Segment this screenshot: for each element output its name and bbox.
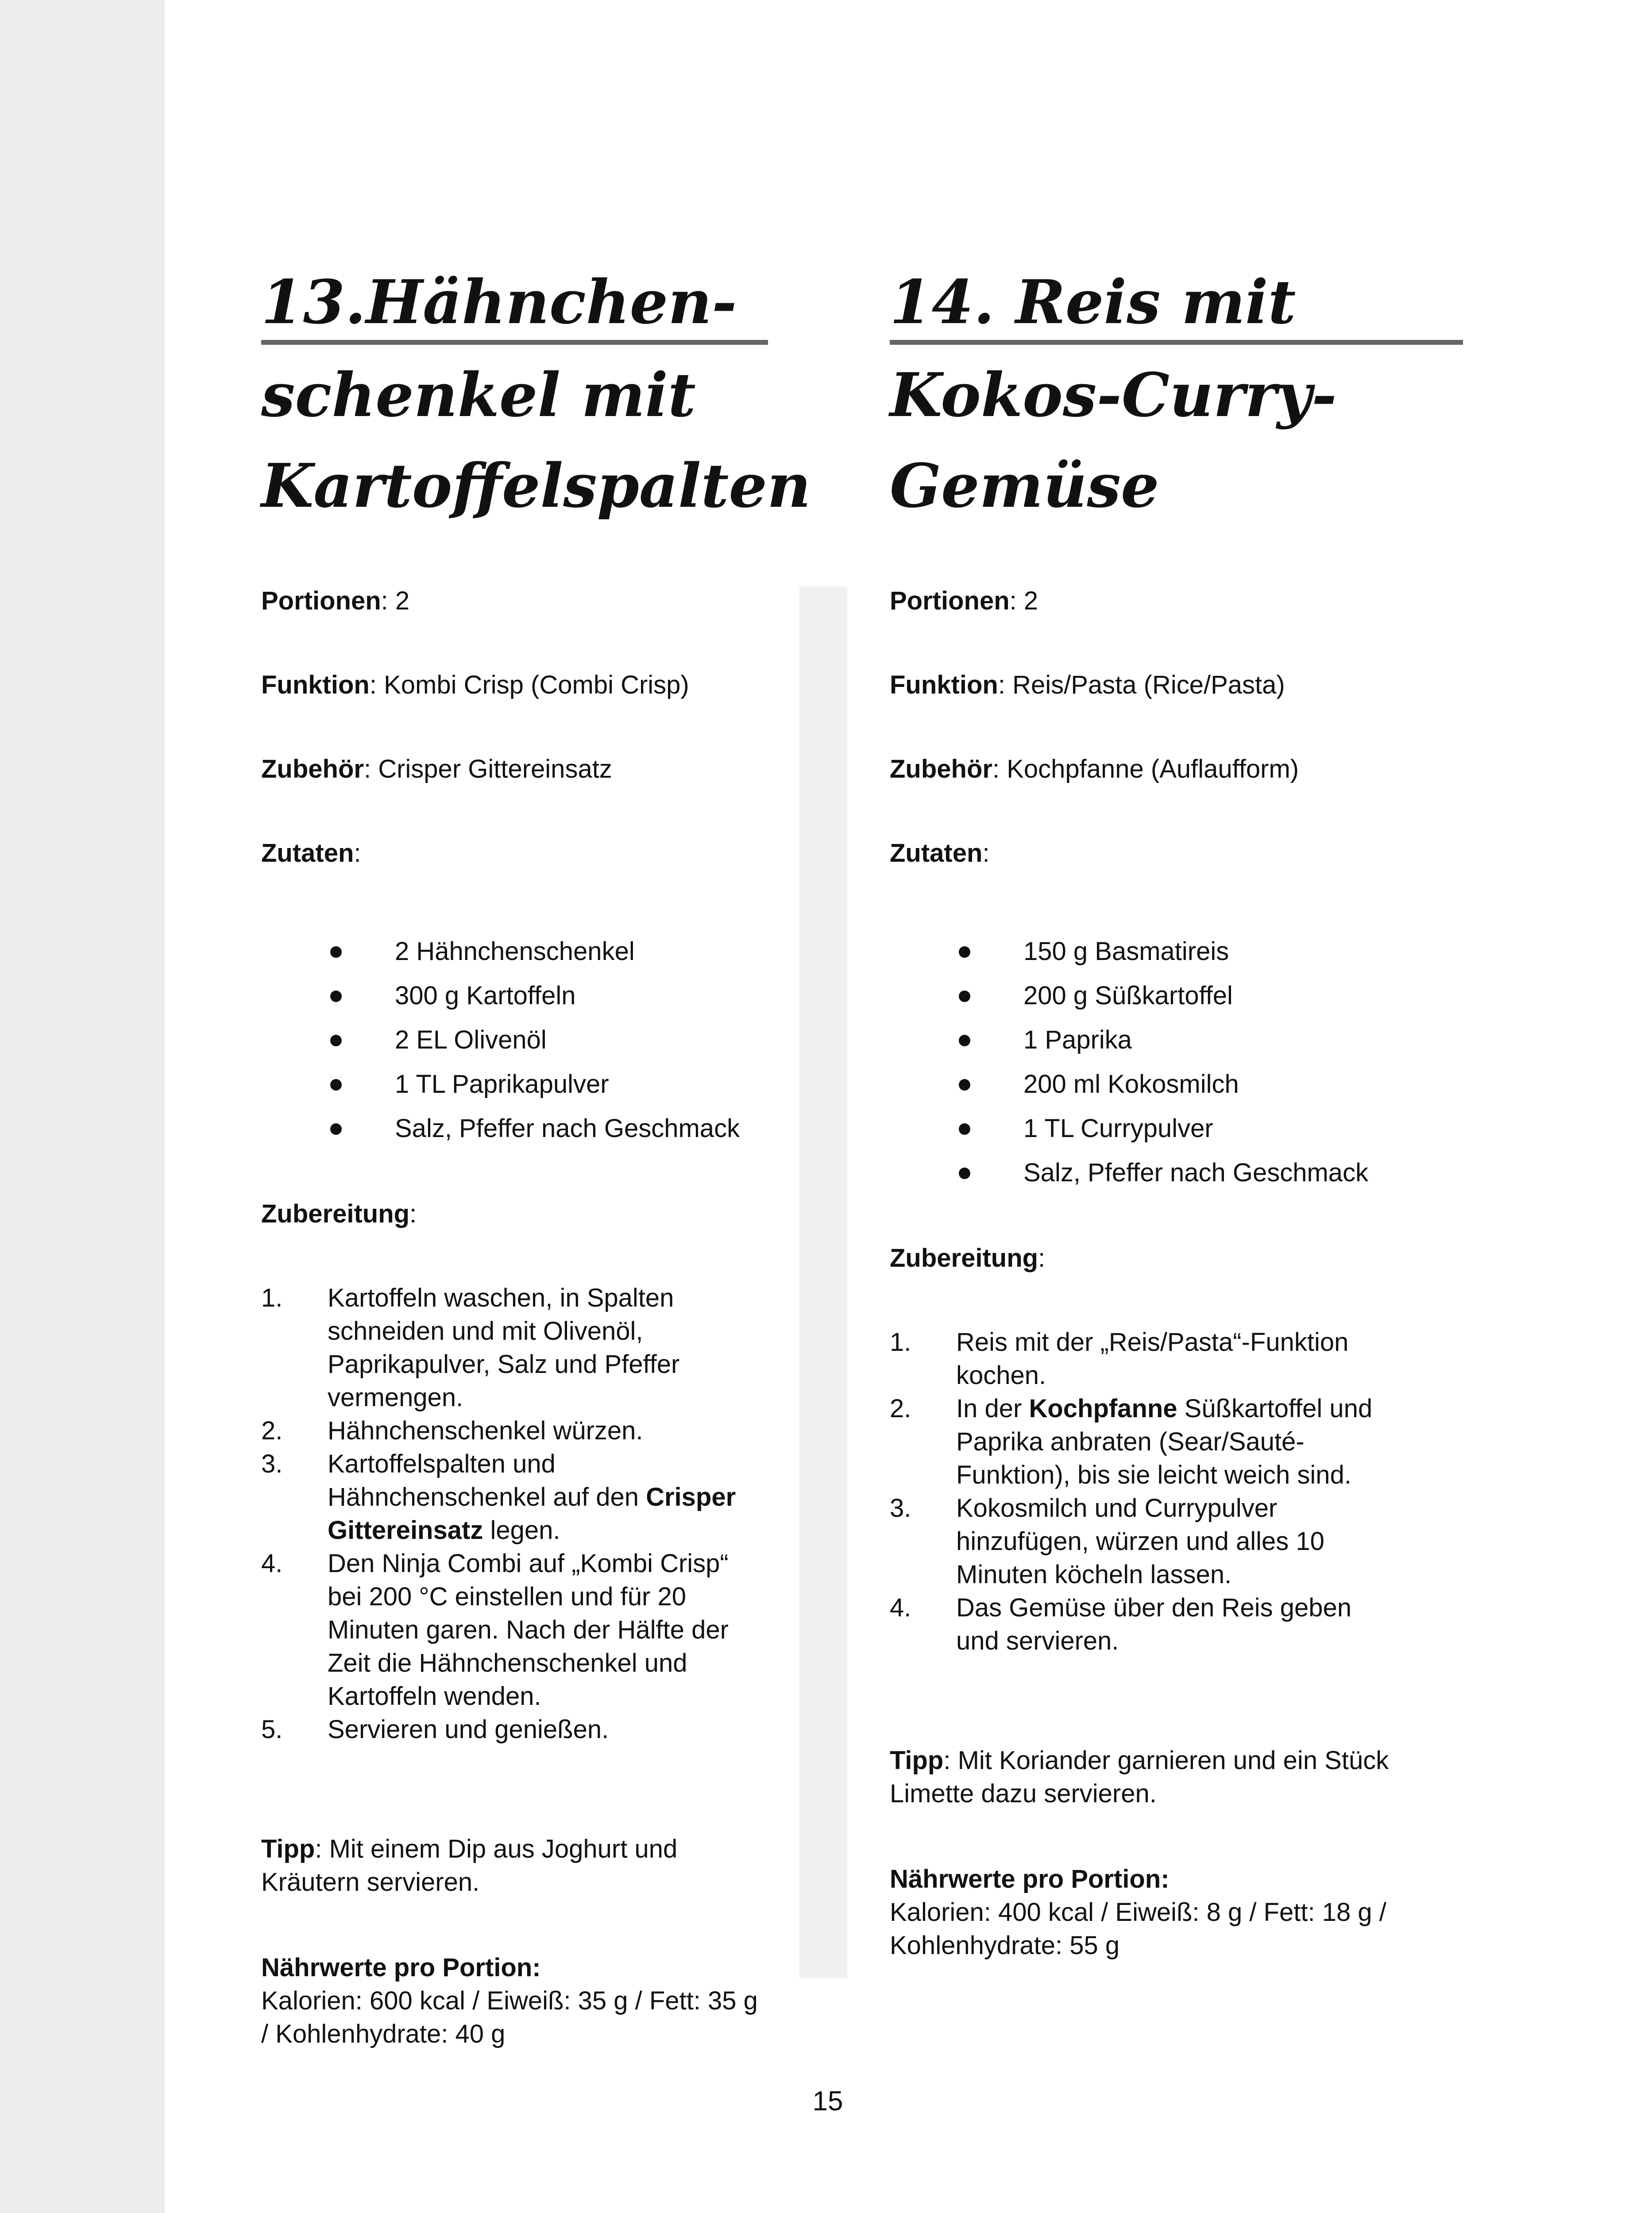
preparation-heading [890, 1241, 1045, 1275]
recipe-title-line-3: Gemüse [890, 451, 1159, 521]
left-margin-strip [0, 0, 165, 2213]
accessory [261, 752, 612, 786]
step-item: 4. Das Gemüse über den Reis geben und servieren. [890, 1593, 1352, 1655]
bullet-icon [959, 1035, 970, 1046]
preparation-colon: : [409, 1199, 417, 1228]
step-item: 3. Kokosmilch und Currypulver hinzufügen, würzen und alles 10 Minuten köcheln lassen. [890, 1494, 1324, 1589]
function-value: : Reis/Pasta (Rice/Pasta) [998, 671, 1285, 699]
nutrition: Nährwerte pro Portion: Kalorien: 400 kcal / Eiweiß: 8 g / Fett: 18 g / Kohlenhydrate: 55 g [890, 1865, 1386, 1960]
preparation-heading [261, 1197, 417, 1230]
recipe-title-line-1: 14. Reis mit [890, 267, 1296, 338]
page-number: 15 [812, 2086, 843, 2117]
recipe-title-line-2: Kokos-Curry- [890, 360, 1337, 431]
servings-value: : 2 [1009, 586, 1038, 615]
tip-label: Tipp [261, 1835, 315, 1863]
step-list [261, 1281, 768, 1746]
nutrition-label: Nährwerte pro Portion [261, 1953, 533, 1982]
preparation-label: Zubereitung [261, 1199, 410, 1228]
title-underline [890, 340, 1463, 345]
bullet-icon [959, 1079, 970, 1091]
accessory-label: Zubehör [261, 755, 364, 783]
preparation-colon: : [1038, 1244, 1046, 1272]
tip [261, 1832, 768, 1899]
servings-label: Portionen [261, 586, 381, 615]
tip-label: Tipp [890, 1746, 944, 1775]
bullet-icon [330, 946, 342, 958]
accessory-value: : Kochpfanne (Auflaufform) [992, 755, 1299, 783]
recipe-title-line-1: 13.Hähnchen- [261, 267, 737, 338]
nutrition: Nährwerte pro Portion: Kalorien: 600 kcal / Eiweiß: 35 g / Fett: 35 g / Kohlenhydrate: 40 g [261, 1953, 758, 2048]
ingredients-heading [890, 837, 990, 870]
nutrition-label: Nährwerte pro Portion [890, 1865, 1161, 1893]
step-item: 1. Reis mit der „Reis/Pasta“-Funktion kochen. [890, 1328, 1349, 1390]
step-item: 1. Kartoffeln waschen, in Spalten schneiden und mit Olivenöl, Paprikapulver, Salz und Pfeffer vermengen. [261, 1284, 680, 1412]
bullet-icon [330, 1079, 342, 1091]
function-value: : Kombi Crisp (Combi Crisp) [369, 671, 689, 699]
column-divider [799, 586, 847, 1978]
bullet-icon [330, 1123, 342, 1135]
bullet-icon [330, 1035, 342, 1046]
bullet-icon [959, 991, 970, 1002]
servings [261, 584, 409, 617]
tip-text: : Mit Koriander garnieren und ein Stück Limette dazu servieren. [890, 1746, 1389, 1808]
ingredients-colon: : [354, 839, 361, 867]
tip-text: : Mit einem Dip aus Joghurt und Kräutern servieren. [261, 1835, 678, 1897]
function [890, 668, 1285, 702]
servings-label: Portionen [890, 586, 1010, 615]
step-list [890, 1326, 1394, 1658]
bullet-icon [330, 991, 342, 1002]
ingredients-heading [261, 837, 361, 870]
function-label: Funktion [261, 671, 370, 699]
servings-value: : 2 [381, 586, 410, 615]
function-label: Funktion [890, 671, 998, 699]
recipe-title-line-2: schenkel mit [261, 360, 696, 431]
ingredients-label: Zutaten [890, 839, 983, 867]
accessory-emphasis: Kochpfanne [1029, 1394, 1177, 1423]
tip [890, 1744, 1394, 1810]
ingredients-colon: : [982, 839, 990, 867]
bullet-icon [959, 946, 970, 958]
servings [890, 584, 1038, 617]
ingredients-label: Zutaten [261, 839, 354, 867]
accessory-label: Zubehör [890, 755, 992, 783]
preparation-label: Zubereitung [890, 1244, 1038, 1272]
step-item: 4. Den Ninja Combi auf „Kombi Crisp“ bei 200 °C einstellen und für 20 Minuten garen. Nach der Hälfte der Zeit die Hähnchenschenkel und Kartoffeln wenden. [261, 1549, 729, 1711]
step-item: 3. Kartoffelspalten und Hähnchenschenkel auf den Crisper Gittereinsatz legen. [261, 1450, 736, 1545]
bullet-icon [959, 1123, 970, 1135]
accessory-value: : Crisper Gittereinsatz [363, 755, 612, 783]
accessory-emphasis: Crisper Gittereinsatz [328, 1483, 736, 1545]
bullet-icon [959, 1168, 970, 1179]
accessory [890, 752, 1299, 786]
nutrition-text: Kalorien: 400 kcal / Eiweiß: 8 g / Fett: 18 g / Kohlenhydrate: 55 g [890, 1898, 1386, 1960]
recipe-title-line-3: Kartoffelspalten [261, 451, 811, 521]
title-underline [261, 340, 768, 345]
step-item: 2. In der Kochpfanne Süßkartoffel und Paprika anbraten (Sear/Sauté-Funktion), bis sie leicht weich sind. [890, 1394, 1373, 1489]
function [261, 668, 689, 702]
step-item: 2. Hähnchenschenkel würzen. [261, 1416, 643, 1445]
step-item: 5. Servieren und genießen. [261, 1715, 609, 1744]
nutrition-text: Kalorien: 600 kcal / Eiweiß: 35 g / Fett: 35 g / Kohlenhydrate: 40 g [261, 1986, 758, 2048]
